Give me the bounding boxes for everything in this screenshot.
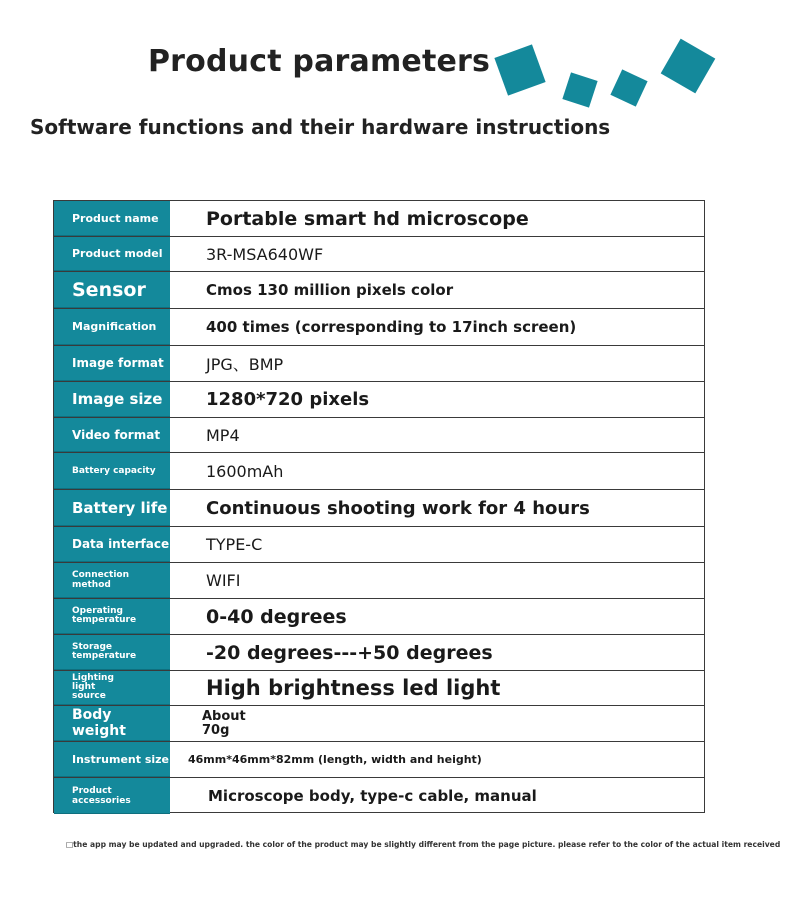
table-row: [54, 563, 704, 599]
row-value: -20 degrees---+50 degrees: [206, 641, 493, 664]
row-label: Video format: [54, 418, 170, 452]
table-row: [54, 671, 704, 706]
parameters-table: [53, 200, 705, 813]
deco-square-4: [661, 39, 716, 94]
row-label: Storage temperature: [54, 635, 170, 670]
table-row: [54, 346, 704, 382]
row-value: MP4: [206, 425, 240, 445]
table-row: [54, 706, 704, 742]
row-label: Battery capacity: [54, 453, 170, 489]
row-value: JPG、BMP: [206, 355, 284, 374]
page-title: Product parameters: [148, 44, 491, 79]
row-value: 3R-MSA640WF: [206, 244, 324, 264]
table-row: [54, 382, 704, 418]
row-value: 0-40 degrees: [206, 605, 347, 628]
row-label: Instrument size: [54, 742, 170, 777]
table-row: [54, 599, 704, 635]
row-label: Lighting light source: [54, 671, 170, 705]
teal-squares-icon: [480, 30, 730, 120]
row-label: Data interface: [54, 527, 170, 562]
row-value: Continuous shooting work for 4 hours: [206, 497, 590, 519]
row-value: Microscope body, type-c cable, manual: [208, 787, 537, 805]
row-value: High brightness led light: [206, 676, 501, 700]
row-value: About 70g: [202, 708, 246, 738]
page-subtitle: Software functions and their hardware instructions: [30, 115, 611, 139]
table-row: [54, 272, 704, 309]
table-row: [54, 527, 704, 563]
table-row: [54, 778, 704, 814]
row-label: Product name: [54, 201, 170, 236]
row-value: 400 times (corresponding to 17inch screen): [206, 318, 577, 336]
table-row: [54, 418, 704, 453]
row-value: WIFI: [206, 571, 241, 590]
deco-square-3: [610, 69, 647, 106]
table-row: [54, 490, 704, 527]
row-label: Product model: [54, 237, 170, 271]
row-value: 1600mAh: [206, 461, 284, 481]
row-value: TYPE-C: [206, 535, 263, 554]
row-label: Body weight: [54, 706, 170, 741]
row-value: Cmos 130 million pixels color: [206, 281, 454, 299]
deco-square-1: [494, 44, 545, 95]
disclaimer-footnote: □the app may be updated and upgraded. the color of the product may be slightly different from the page picture. please refer to the color of the actual item received: [66, 840, 781, 849]
row-label: Image size: [54, 382, 170, 417]
row-value: 46mm*46mm*82mm (length, width and height): [188, 753, 482, 766]
row-label: Product accessories: [54, 778, 170, 814]
row-value: 1280*720 pixels: [206, 389, 370, 410]
table-row: [54, 742, 704, 778]
row-label: Magnification: [54, 309, 170, 345]
table-row: [54, 453, 704, 490]
deco-square-2: [562, 72, 597, 107]
row-value: Portable smart hd microscope: [206, 207, 529, 230]
table-row: [54, 309, 704, 346]
row-label: Operating temperature: [54, 599, 170, 634]
row-label: Image format: [54, 346, 170, 381]
table-row: [54, 237, 704, 272]
row-label: Sensor: [54, 272, 170, 308]
row-label: Connection method: [54, 563, 170, 598]
table-row: [54, 201, 704, 237]
table-row: [54, 635, 704, 671]
row-label: Battery life: [54, 490, 170, 526]
